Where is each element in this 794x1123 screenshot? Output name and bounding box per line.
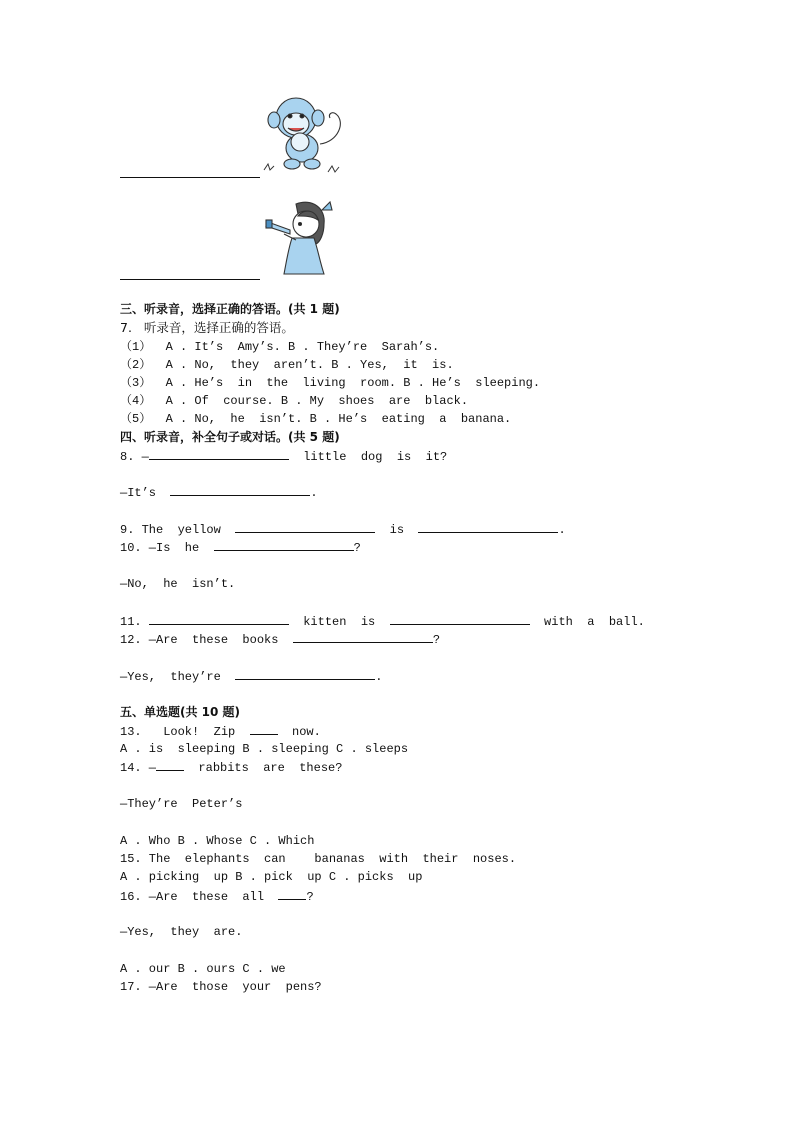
question-12-line-1 (120, 631, 440, 648)
question-16 (120, 888, 314, 905)
question-9 (120, 521, 566, 538)
q14-options: A . Who B . Whose C . Which (120, 834, 315, 848)
q14-blank[interactable] (156, 759, 184, 771)
q9-middle: is (375, 523, 419, 537)
q13-prefix: 13. Look! Zip (120, 725, 250, 739)
question-10-line-2: —No, he isn’t. (120, 577, 236, 591)
q7-item-1: （1） A . It’s Amy’s. B . They’re Sarah’s. (120, 340, 440, 354)
answer-line-girl[interactable] (120, 279, 260, 280)
q16-blank[interactable] (278, 888, 306, 900)
q12b-prefix: —Yes, they’re (120, 670, 236, 684)
q13-blank[interactable] (250, 723, 278, 735)
section-5-title: 五、单选题(共 10 题) (120, 705, 241, 719)
q9-blank-1[interactable] (235, 521, 375, 533)
girl-picture (262, 198, 338, 278)
q12-suffix: ? (432, 633, 441, 647)
question-8-line-2 (120, 484, 318, 501)
q11-blank-1[interactable] (149, 613, 289, 625)
q16-options: A . our B . ours C . we (120, 962, 286, 976)
question-17: 17. —Are those your pens? (120, 980, 322, 994)
q16-suffix: ? (306, 890, 314, 904)
q13-options: A . is sleeping B . sleeping C . sleeps (120, 742, 409, 756)
q13-suffix: now. (277, 725, 321, 739)
q8-prefix: 8. — (120, 450, 149, 464)
q11-middle: kitten is (288, 615, 390, 629)
question-8-line-1 (120, 448, 447, 465)
q12-blank-1[interactable] (293, 631, 433, 643)
question-11 (120, 613, 645, 630)
q14-answer: —They’re Peter’s (120, 797, 243, 811)
q9-blank-2[interactable] (418, 521, 558, 533)
q15-options: A . picking up B . pick up C . picks up (120, 870, 423, 884)
q11-prefix: 11. (120, 615, 149, 629)
q9-prefix: 9. The yellow (120, 523, 236, 537)
q14-prefix: 14. — (120, 761, 157, 775)
question-15: 15. The elephants can bananas with their noses. (120, 852, 517, 866)
question-10-line-1 (120, 539, 361, 556)
q16-answer: —Yes, they are. (120, 925, 243, 939)
q8b-prefix: —It’s (120, 486, 171, 500)
section-3-title: 三、听录音，选择正确的答语。(共 1 题) (120, 302, 340, 316)
question-12-line-2 (120, 668, 382, 685)
q8-blank-2[interactable] (170, 484, 310, 496)
q7-item-5: （5） A . No, he isn’t. B . He’s eating a banana. (120, 412, 512, 426)
q12-prefix: 12. —Are these books (120, 633, 293, 647)
q9-suffix: . (558, 523, 566, 537)
monkey-picture (258, 92, 350, 176)
q12b-suffix: . (375, 670, 383, 684)
q11-blank-2[interactable] (390, 613, 530, 625)
answer-line-monkey[interactable] (120, 177, 260, 178)
q10-suffix: ? (353, 541, 361, 555)
q7-item-2: （2） A . No, they aren’t. B . Yes, it is. (120, 358, 454, 372)
question-7: 7. 听录音，选择正确的答语。 (120, 320, 294, 335)
q7-item-3: （3） A . He’s in the living room. B . He’s sleeping. (120, 376, 541, 390)
section-4-title: 四、听录音，补全句子或对话。(共 5 题) (120, 430, 340, 444)
question-13 (120, 723, 321, 740)
q8-suffix: little dog is it? (288, 450, 448, 464)
question-14 (120, 759, 342, 776)
q16-prefix: 16. —Are these all (120, 890, 279, 904)
q8-blank-1[interactable] (149, 448, 289, 460)
q8b-suffix: . (310, 486, 318, 500)
q10-blank[interactable] (214, 539, 354, 551)
q14-suffix: rabbits are these? (184, 761, 343, 775)
q11-suffix: with a ball. (529, 615, 645, 629)
q10-prefix: 10. —Is he (120, 541, 214, 555)
q7-item-4: （4） A . Of course. B . My shoes are black. (120, 394, 469, 408)
q12-blank-2[interactable] (235, 668, 375, 680)
